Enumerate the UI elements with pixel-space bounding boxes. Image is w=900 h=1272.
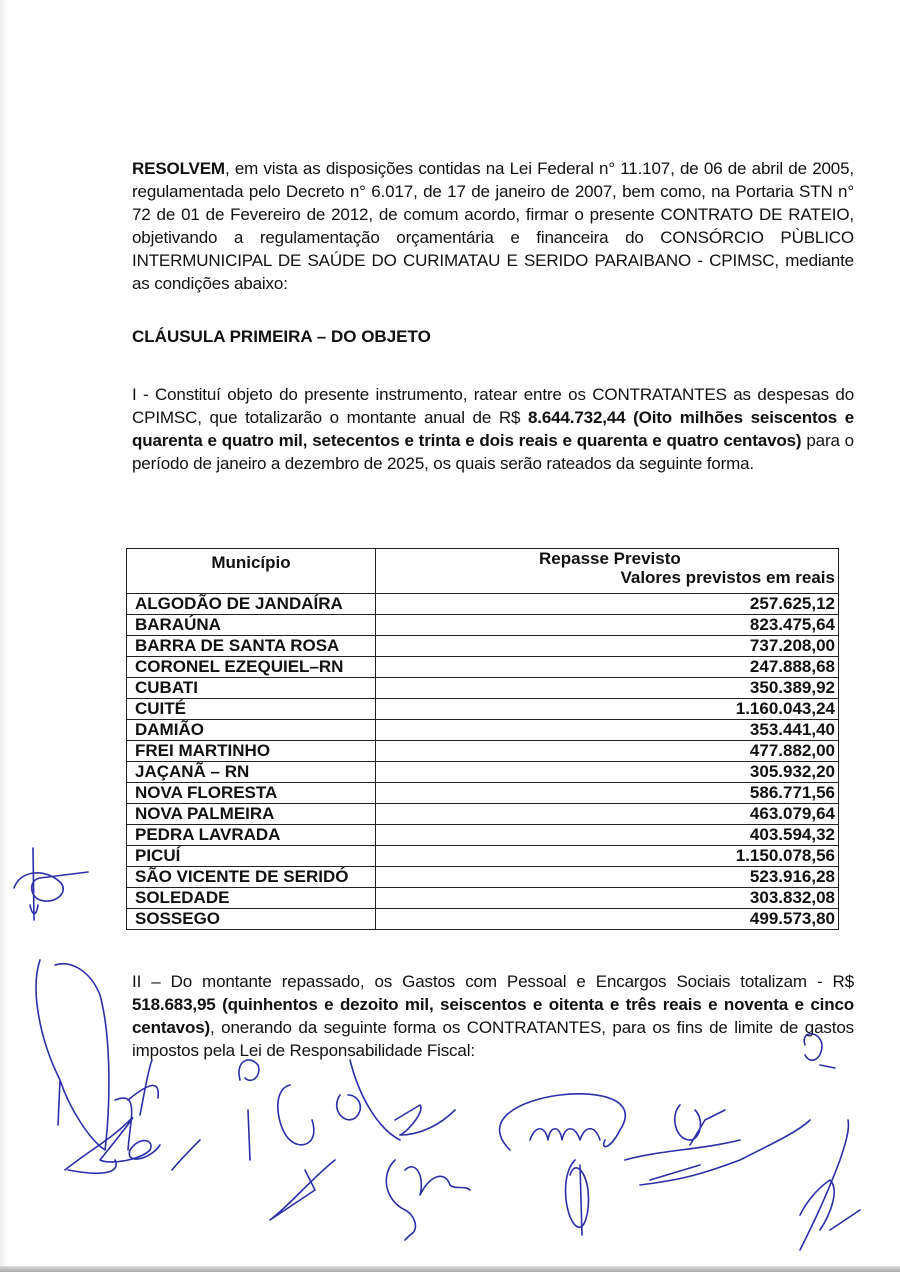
item-one-text-before: I - Constituí objeto do presente instrumento, ratear entre os CONTRATANTES as despesas do CPIMSC, que totalizarão o montante anual de R$ bbox=[132, 385, 854, 427]
table-row bbox=[127, 846, 839, 867]
table-row bbox=[127, 720, 839, 741]
cell-valor: 823.475,64 bbox=[376, 615, 839, 636]
cell-valor: 403.594,32 bbox=[376, 825, 839, 846]
table-row bbox=[127, 636, 839, 657]
rateio-table bbox=[126, 548, 839, 930]
item-two-text-after: , onerando da seguinte forma os CONTRATANTES, para os fins de limite de gastos impostos pela Lei de Responsabilidade Fiscal: bbox=[132, 1018, 854, 1060]
cell-valor: 303.832,08 bbox=[376, 888, 839, 909]
cell-valor: 523.916,28 bbox=[376, 867, 839, 888]
cell-valor: 247.888,68 bbox=[376, 657, 839, 678]
signature-12 bbox=[800, 1120, 860, 1250]
table-row bbox=[127, 783, 839, 804]
signature-13 bbox=[625, 1140, 740, 1160]
cell-valor: 737.208,00 bbox=[376, 636, 839, 657]
header-repasse bbox=[376, 549, 839, 594]
cell-municipio: ALGODÃO DE JANDAÍRA bbox=[127, 594, 376, 615]
table-row bbox=[127, 615, 839, 636]
cell-valor: 477.882,00 bbox=[376, 741, 839, 762]
resolvem-text: , em vista as disposições contidas na Lei Federal n° 11.107, de 06 de abril de 2005, regulamentada pelo Decreto n° 6.017, de 17 de janeiro de 2007, bem como, na Portaria STN n° 72 de 01 de Fevereiro de 2012, de comum acordo, firmar o presente CONTRATO DE RATEIO, objetivando a regulamentação orçamentária e financeira do CONSÓRCIO PÙBLICO INTERMUNICIPAL DE SAÚDE DO CURIMATAU E SERIDO PARAIBANO - CPIMSC, mediante as condições abaixo: bbox=[132, 159, 854, 293]
resolvem-lead: RESOLVEM bbox=[132, 159, 225, 178]
cell-municipio: CORONEL EZEQUIEL–RN bbox=[127, 657, 376, 678]
item-one-text-after: para o período de janeiro a dezembro de 2025, os quais serão rateados da seguinte forma. bbox=[132, 431, 854, 473]
table-row bbox=[127, 804, 839, 825]
signature-2 bbox=[65, 1118, 160, 1174]
table-header-row bbox=[127, 549, 839, 594]
cell-municipio: JAÇANÃ – RN bbox=[127, 762, 376, 783]
cell-valor: 463.079,64 bbox=[376, 804, 839, 825]
item-two-paragraph bbox=[132, 970, 854, 1062]
signature-6 bbox=[337, 1060, 455, 1140]
cell-valor: 499.573,80 bbox=[376, 909, 839, 930]
table-row bbox=[127, 762, 839, 783]
signature-7 bbox=[386, 1160, 470, 1240]
cell-municipio: CUBATI bbox=[127, 678, 376, 699]
signature-10 bbox=[640, 1105, 810, 1185]
header-municipio: Município bbox=[127, 549, 376, 594]
table-body bbox=[127, 594, 839, 930]
clause-heading: CLÁUSULA PRIMEIRA – DO OBJETO bbox=[132, 327, 431, 346]
cell-municipio: DAMIÃO bbox=[127, 720, 376, 741]
cell-valor: 1.160.043,24 bbox=[376, 699, 839, 720]
cell-municipio: CUITÉ bbox=[127, 699, 376, 720]
margin-initial-signature bbox=[14, 848, 88, 920]
table-row bbox=[127, 678, 839, 699]
cell-municipio: SOLEDADE bbox=[127, 888, 376, 909]
table-row bbox=[127, 909, 839, 930]
cell-municipio: SÃO VICENTE DE SERIDÓ bbox=[127, 867, 376, 888]
cell-valor: 353.441,40 bbox=[376, 720, 839, 741]
cell-municipio: NOVA FLORESTA bbox=[127, 783, 376, 804]
item-one-amount: 8.644.732,44 (Oito milhões seiscentos e quarenta e quatro mil, setecentos e trinta e dois reais e quarenta e quatro centavos) bbox=[132, 408, 855, 450]
cell-municipio: BARRA DE SANTA ROSA bbox=[127, 636, 376, 657]
table-row bbox=[127, 594, 839, 615]
item-two-text-before: II – Do montante repassado, os Gastos com Pessoal e Encargos Sociais totalizam - R$ bbox=[132, 972, 854, 991]
table-row bbox=[127, 825, 839, 846]
cell-municipio: PEDRA LAVRADA bbox=[127, 825, 376, 846]
header-repasse-title: Repasse Previsto bbox=[539, 549, 681, 568]
table-row bbox=[127, 867, 839, 888]
table-row bbox=[127, 657, 839, 678]
table-row bbox=[127, 888, 839, 909]
cell-municipio: SOSSEGO bbox=[127, 909, 376, 930]
signature-1 bbox=[36, 960, 109, 1150]
table-row bbox=[127, 699, 839, 720]
scan-edge bbox=[0, 0, 8, 1272]
signature-5 bbox=[270, 1085, 335, 1220]
signature-8 bbox=[500, 1094, 626, 1150]
scan-bottom-edge bbox=[0, 1266, 900, 1272]
signature-4 bbox=[172, 1060, 259, 1170]
item-one-paragraph bbox=[132, 383, 854, 475]
cell-valor: 257.625,12 bbox=[376, 594, 839, 615]
header-repasse-subtitle: Valores previstos em reais bbox=[620, 568, 835, 587]
item-two-amount: 518.683,95 (quinhentos e dezoito mil, seiscentos e oitenta e três reais e noventa e cinco centavos) bbox=[132, 995, 854, 1037]
signature-9 bbox=[566, 1160, 589, 1235]
cell-municipio: PICUÍ bbox=[127, 846, 376, 867]
cell-municipio: FREI MARTINHO bbox=[127, 741, 376, 762]
cell-valor: 1.150.078,56 bbox=[376, 846, 839, 867]
cell-valor: 350.389,92 bbox=[376, 678, 839, 699]
signature-3 bbox=[115, 1060, 158, 1150]
cell-valor: 586.771,56 bbox=[376, 783, 839, 804]
table-row bbox=[127, 741, 839, 762]
cell-municipio: NOVA PALMEIRA bbox=[127, 804, 376, 825]
cell-valor: 305.932,20 bbox=[376, 762, 839, 783]
cell-municipio: BARAÚNA bbox=[127, 615, 376, 636]
paragraph-resolvem bbox=[132, 157, 854, 295]
